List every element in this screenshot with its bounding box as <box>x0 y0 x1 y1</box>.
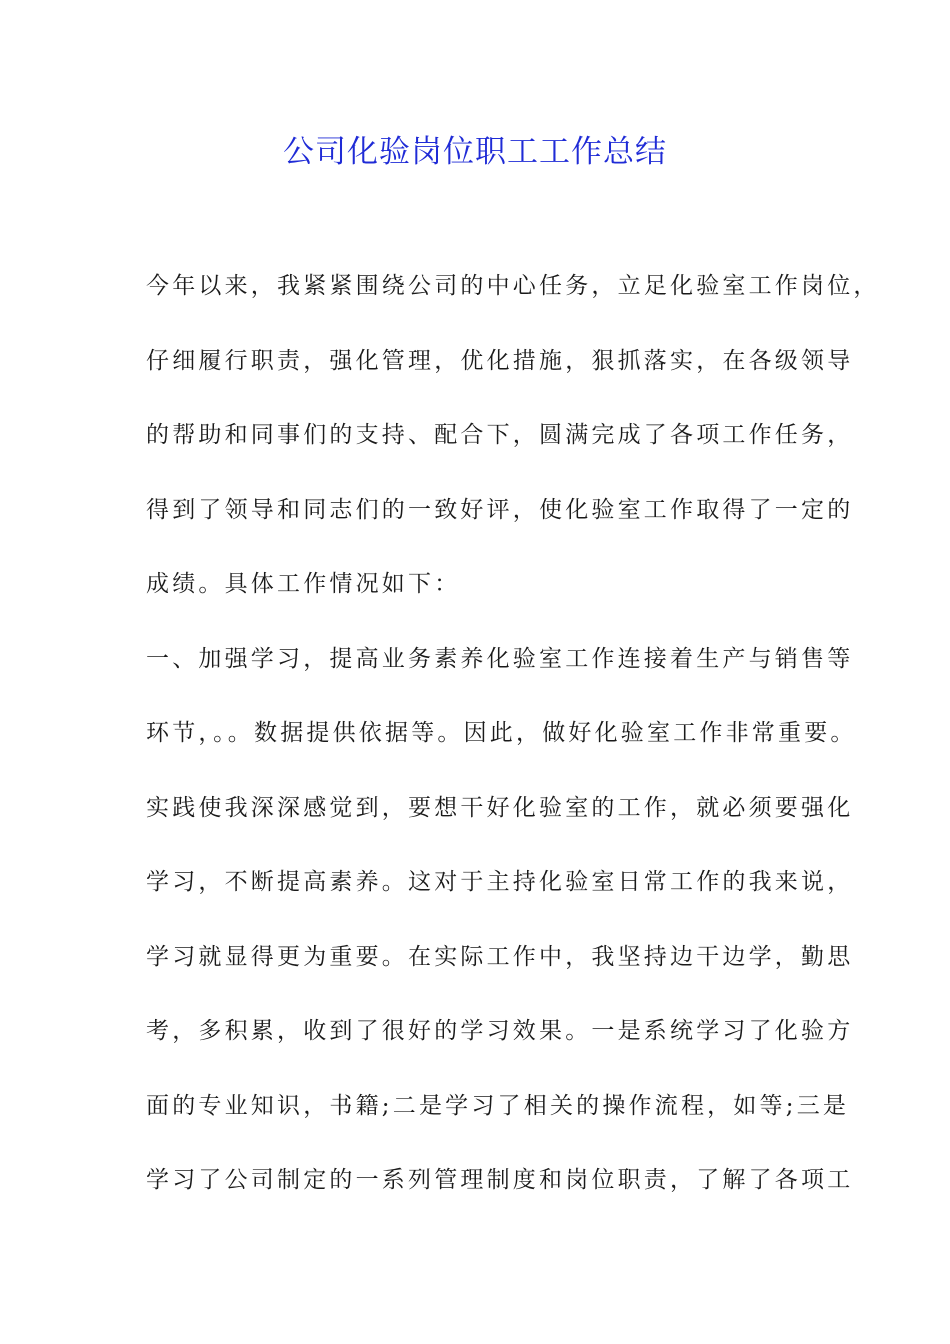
body-line: 考，多积累，收到了很好的学习效果。一是系统学习了化验方 <box>146 1018 854 1044</box>
body-line: 学习了公司制定的一系列管理制度和岗位职责，了解了各项工 <box>146 1167 854 1193</box>
body-line: 一、加强学习，提高业务素养化验室工作连接着生产与销售等 <box>146 645 854 672</box>
document-body <box>146 262 880 1231</box>
body-line: 仔细履行职责，强化管理，优化措施，狠抓落实，在各级领导 <box>146 347 854 374</box>
body-line: 的帮助和同事们的支持、配合下，圆满完成了各项工作任务， <box>146 422 854 448</box>
body-line: 成绩。具体工作情况如下： <box>146 571 461 597</box>
body-line: 学习，不断提高素养。这对于主持化验室日常工作的我来说， <box>146 869 854 895</box>
body-line: 得到了领导和同志们的一致好评，使化验室工作取得了一定的 <box>146 496 854 523</box>
body-line: 今年以来，我紧紧围绕公司的中心任务，立足化验室工作岗位， <box>146 273 880 299</box>
body-line: 实践使我深深感觉到，要想干好化验室的工作，就必须要强化 <box>146 794 854 821</box>
body-line: 学习就显得更为重要。在实际工作中，我坚持边干边学，勤思 <box>146 943 854 970</box>
body-line: 面的专业知识，书籍;二是学习了相关的操作流程，如等;三是 <box>146 1092 850 1119</box>
body-line: 环节，。。数据提供依据等。因此，做好化验室工作非常重要。 <box>146 720 857 746</box>
document-title: 公司化验岗位职工工作总结 <box>283 134 667 170</box>
